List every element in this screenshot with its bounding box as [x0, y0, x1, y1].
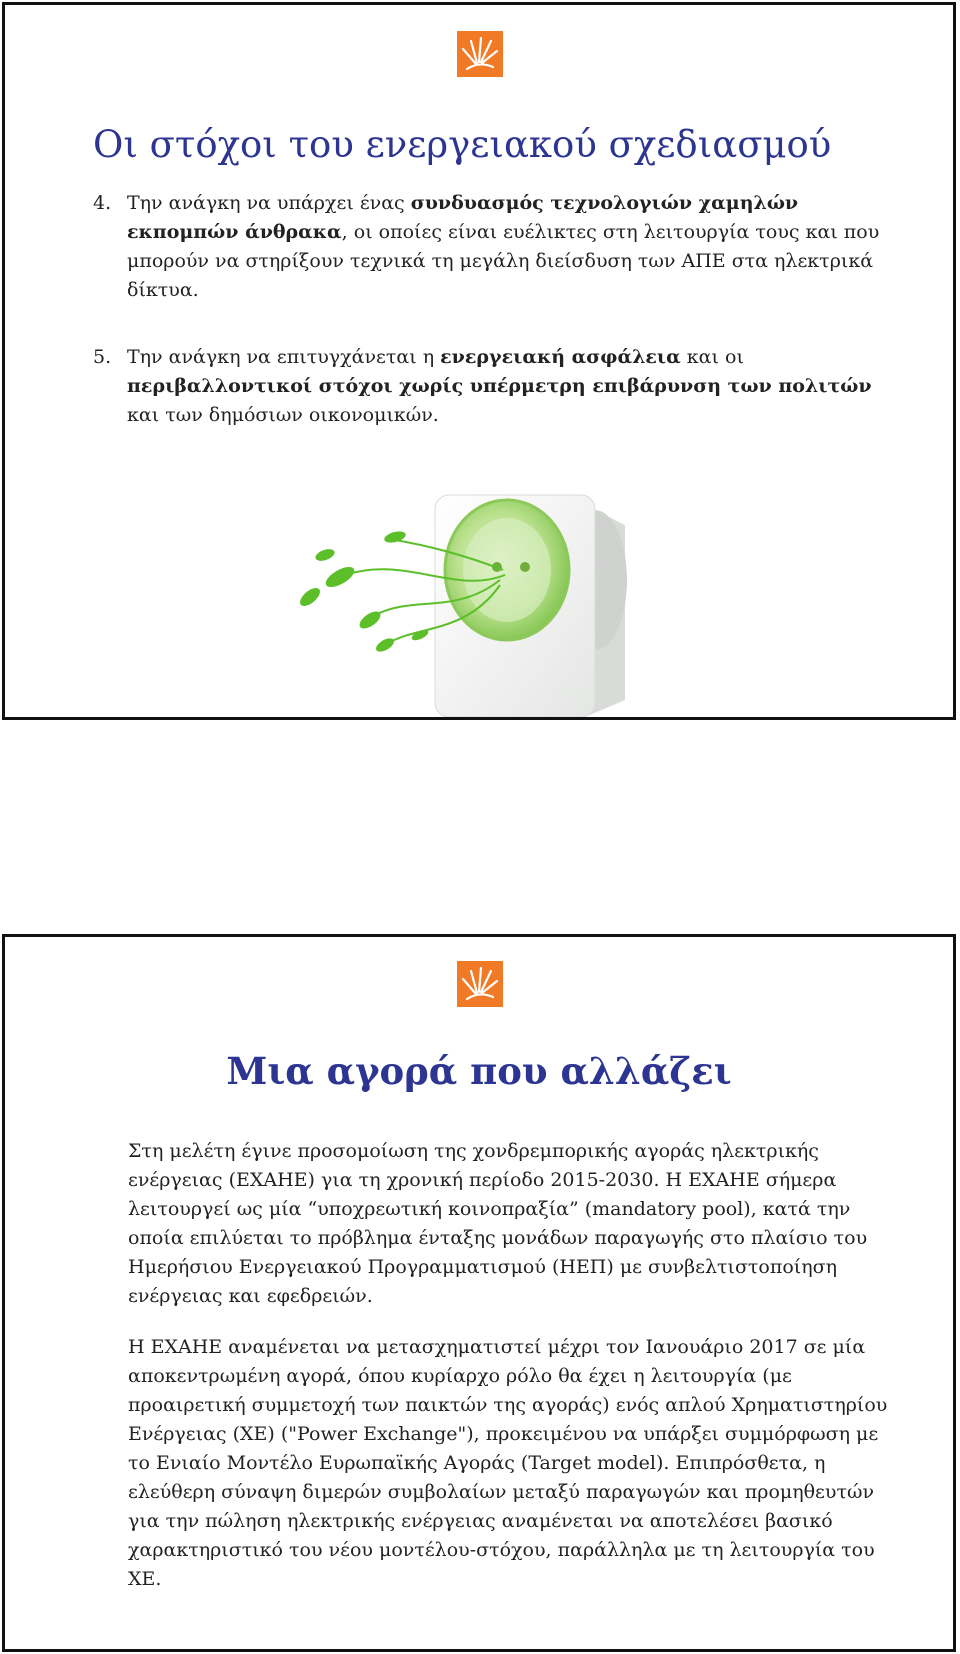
bold-run: συνδυασμός τεχνολογιών χαμηλών εκπομπών άνθρακα — [127, 192, 799, 243]
list-item-text — [127, 343, 893, 430]
list-item — [93, 189, 893, 305]
text-run: και οι — [680, 346, 744, 368]
text-run: , οι οποίες είναι ευέλικτες στη λειτουργία τους και που μπορούν να στηρίξουν τεχνικά τη μεγάλη διείσδυση των ΑΠΕ στα ηλεκτρικά δίκτυα. — [127, 221, 880, 301]
text-run: Την ανάγκη να υπάρχει ένας — [127, 192, 411, 214]
paragraph: Η ΕΧΑΗΕ αναμένεται να μετασχηματιστεί μέχρι τον Ιανουάριο 2017 σε μία αποκεντρωμένη αγορά, όπου κυρίαρχο ρόλο θα έχει η λειτουργία (με προαιρετική συμμετοχή των παικτών της αγοράς) ενός απλού Χρηματιστηρίου Ενέργειας (ΧΕ) ("Power Exchange"), προκειμένου να υπάρξει συμμόρφωση με το Ενιαίο Μοντέλο Ευρωπαϊκής Αγοράς (Target model). Επιπρόσθετα, η ελεύθερη σύναψη διμερών συμβολαίων μεταξύ παραγωγών και προμηθευτών για την πώληση ηλεκτρικής ενέργειας αναμένεται να αποτελέσει βασικό χαρακτηριστικό του νέου μοντέλου-στόχου, παράλληλα με τη λειτουργία του ΧΕ. — [128, 1336, 888, 1590]
bold-run: περιβαλλοντικοί στόχοι χωρίς υπέρμετρη επιβάρυνση των πολιτών — [127, 375, 872, 397]
slide-changing-market — [2, 934, 956, 1652]
sun-logo-icon — [457, 961, 503, 1007]
list-number: 5. — [93, 346, 112, 368]
sun-logo-icon — [457, 31, 503, 77]
slide-energy-planning-goals — [2, 2, 956, 720]
text-run: Την ανάγκη να επιτυγχάνεται η — [127, 346, 441, 368]
list-item — [93, 343, 893, 430]
bold-run: ενεργειακή ασφάλεια — [440, 346, 681, 368]
list-item-text — [127, 189, 893, 305]
page-title: Οι στόχοι του ενεργειακού σχεδιασμού — [93, 123, 832, 166]
text-run: και των δημόσιων οικονομικών. — [127, 404, 439, 426]
list-number: 4. — [93, 192, 112, 214]
green-power-socket-image — [285, 485, 705, 720]
paragraph: Στη μελέτη έγινε προσομοίωση της χονδρεμπορικής αγοράς ηλεκτρικής ενέργειας (ΕΧΑΗΕ) για τη χρονική περίοδο 2015-2030. Η ΕΧΑΗΕ σήμερα λειτουργεί ως μία “υποχρεωτική κοινοπραξία” (mandatory pool), κατά την οποία επιλύεται το πρόβλημα ένταξης μονάδων παραγωγής στο πλαίσιο του Ημερήσιου Ενεργειακού Προγραμματισμού (ΗΕΠ) με συνβελτιστοποίηση ενέργειας και εφεδρειών. — [128, 1140, 868, 1307]
page-title: Μια αγορά που αλλάζει — [226, 1049, 732, 1093]
